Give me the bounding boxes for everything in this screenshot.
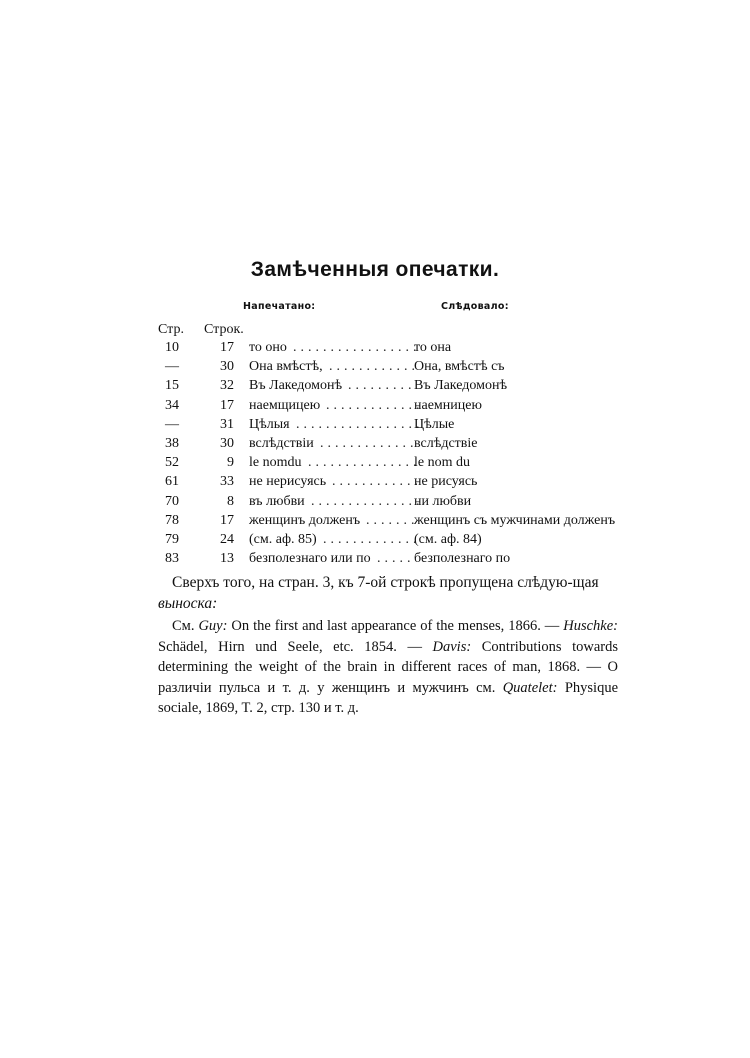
column-header-should-be: Слѣдовало: (441, 301, 509, 312)
errata-printed: то оно (249, 340, 287, 355)
errata-should-be: наемницею (414, 397, 482, 413)
column-header-page: Стр. (158, 322, 184, 337)
errata-row (0, 359, 750, 378)
errata-page: 38 (165, 435, 179, 451)
errata-page: 34 (165, 397, 179, 413)
errata-line: 13 (220, 551, 234, 567)
errata-line: 31 (220, 416, 234, 432)
note-intro (158, 572, 608, 614)
errata-row (0, 513, 750, 532)
errata-page: 78 (165, 512, 179, 528)
page-title: Замѣченныя опечатки. (250, 258, 500, 281)
footnote-text (158, 616, 618, 719)
footnote-part: См. (172, 618, 195, 634)
errata-line: 17 (220, 340, 234, 355)
dot-leader: ......... (348, 378, 416, 394)
errata-line: 8 (227, 493, 234, 509)
note-intro-text: Сверхъ того, на стран. 3, къ 7-ой строкѣ пропущена слѣдую-щая (172, 574, 599, 591)
errata-should-be: le nom du (414, 455, 470, 471)
errata-printed: вслѣдствіи (249, 435, 314, 451)
errata-row (0, 474, 750, 493)
footnote-part: On the first and last appearance of the menses, 1866. — (227, 618, 564, 634)
errata-row (0, 417, 750, 436)
errata-line: 9 (227, 455, 234, 471)
errata-row (0, 455, 750, 474)
errata-printed: въ любви (249, 493, 305, 509)
errata-page: 83 (165, 551, 179, 567)
errata-page: — (165, 359, 179, 375)
errata-page: — (165, 416, 179, 432)
column-header-line: Строк. (204, 322, 244, 337)
dot-leader: ............. (320, 435, 418, 451)
errata-row (0, 494, 750, 513)
errata-row (0, 378, 750, 397)
errata-line: 32 (220, 378, 234, 394)
errata-should-be: ни любви (414, 493, 472, 509)
footnote-author: Huschke: (563, 618, 619, 634)
dot-leader: ............... (311, 493, 424, 509)
footnote-author: Davis: (432, 638, 472, 655)
dot-leader: ............. (323, 531, 421, 547)
errata-printed: Цѣлыя (249, 416, 290, 432)
errata-page: 70 (165, 493, 179, 509)
errata-line: 30 (220, 359, 234, 375)
errata-line: 33 (220, 474, 234, 490)
errata-page: 52 (165, 455, 179, 471)
errata-page: 15 (165, 378, 179, 394)
errata-should-be: Цѣлые (414, 416, 455, 432)
footnote-part: Contributions towards determining the weight of the brain in different races of man, 1868. — О различіи пульса и т. д. у женщинъ и мужчинъ см. (158, 638, 618, 696)
errata-should-be: безполезнаго по (414, 551, 511, 567)
errata-printed: безполезнаго или по (249, 551, 371, 567)
errata-line: 24 (220, 531, 234, 547)
footnote-author: Quatelet: (502, 679, 558, 696)
errata-should-be: не рисуясь (414, 474, 478, 490)
errata-row (0, 436, 750, 455)
errata-printed: не нерисуясь (249, 474, 327, 490)
dot-leader: ....... (366, 512, 419, 528)
errata-should-be: то она (414, 340, 452, 355)
errata-should-be: женщинъ съ мужчинами долженъ (414, 512, 616, 528)
errata-printed: (см. аф. 85) (249, 531, 317, 547)
errata-table (0, 340, 750, 570)
dot-leader: ............ (329, 359, 419, 375)
dot-leader: ............ (332, 474, 422, 490)
dot-leader: ............... (308, 455, 421, 471)
errata-page: 61 (165, 474, 179, 490)
errata-row (0, 532, 750, 551)
errata-line: 17 (220, 397, 234, 413)
errata-page: 79 (165, 531, 179, 547)
dot-leader: ................. (293, 340, 421, 355)
errata-row (0, 340, 750, 359)
errata-row (0, 398, 750, 417)
errata-line: 17 (220, 512, 234, 528)
errata-should-be: Она, вмѣстѣ съ (414, 359, 505, 375)
errata-should-be: Въ Лакедомонѣ (414, 378, 508, 394)
errata-should-be: (см. аф. 84) (414, 531, 482, 547)
footnote-author: Guy: (198, 618, 228, 634)
errata-printed: Въ Лакедомонѣ (249, 378, 343, 394)
errata-printed: женщинъ долженъ (249, 512, 361, 528)
dot-leader: ............. (326, 397, 424, 413)
errata-line: 30 (220, 435, 234, 451)
dot-leader: ................. (296, 416, 424, 432)
footnote-part: Schädel, Hirn und Seele, etc. 1854. — (158, 638, 433, 655)
column-header-printed: Напечатано: (243, 301, 316, 312)
note-intro-italic: выноска: (158, 595, 218, 612)
footnote-part: Physique sociale, 1869, T. 2, стр. 130 и т. д. (158, 679, 619, 716)
errata-printed: le nomdu (249, 455, 302, 471)
errata-page: 10 (165, 340, 179, 355)
errata-row (0, 551, 750, 570)
errata-printed: наемщицею (249, 397, 321, 413)
errata-printed: Она вмѣстѣ, (249, 359, 323, 375)
dot-leader: ..... (377, 551, 415, 567)
errata-should-be: вслѣдствіе (414, 435, 478, 451)
